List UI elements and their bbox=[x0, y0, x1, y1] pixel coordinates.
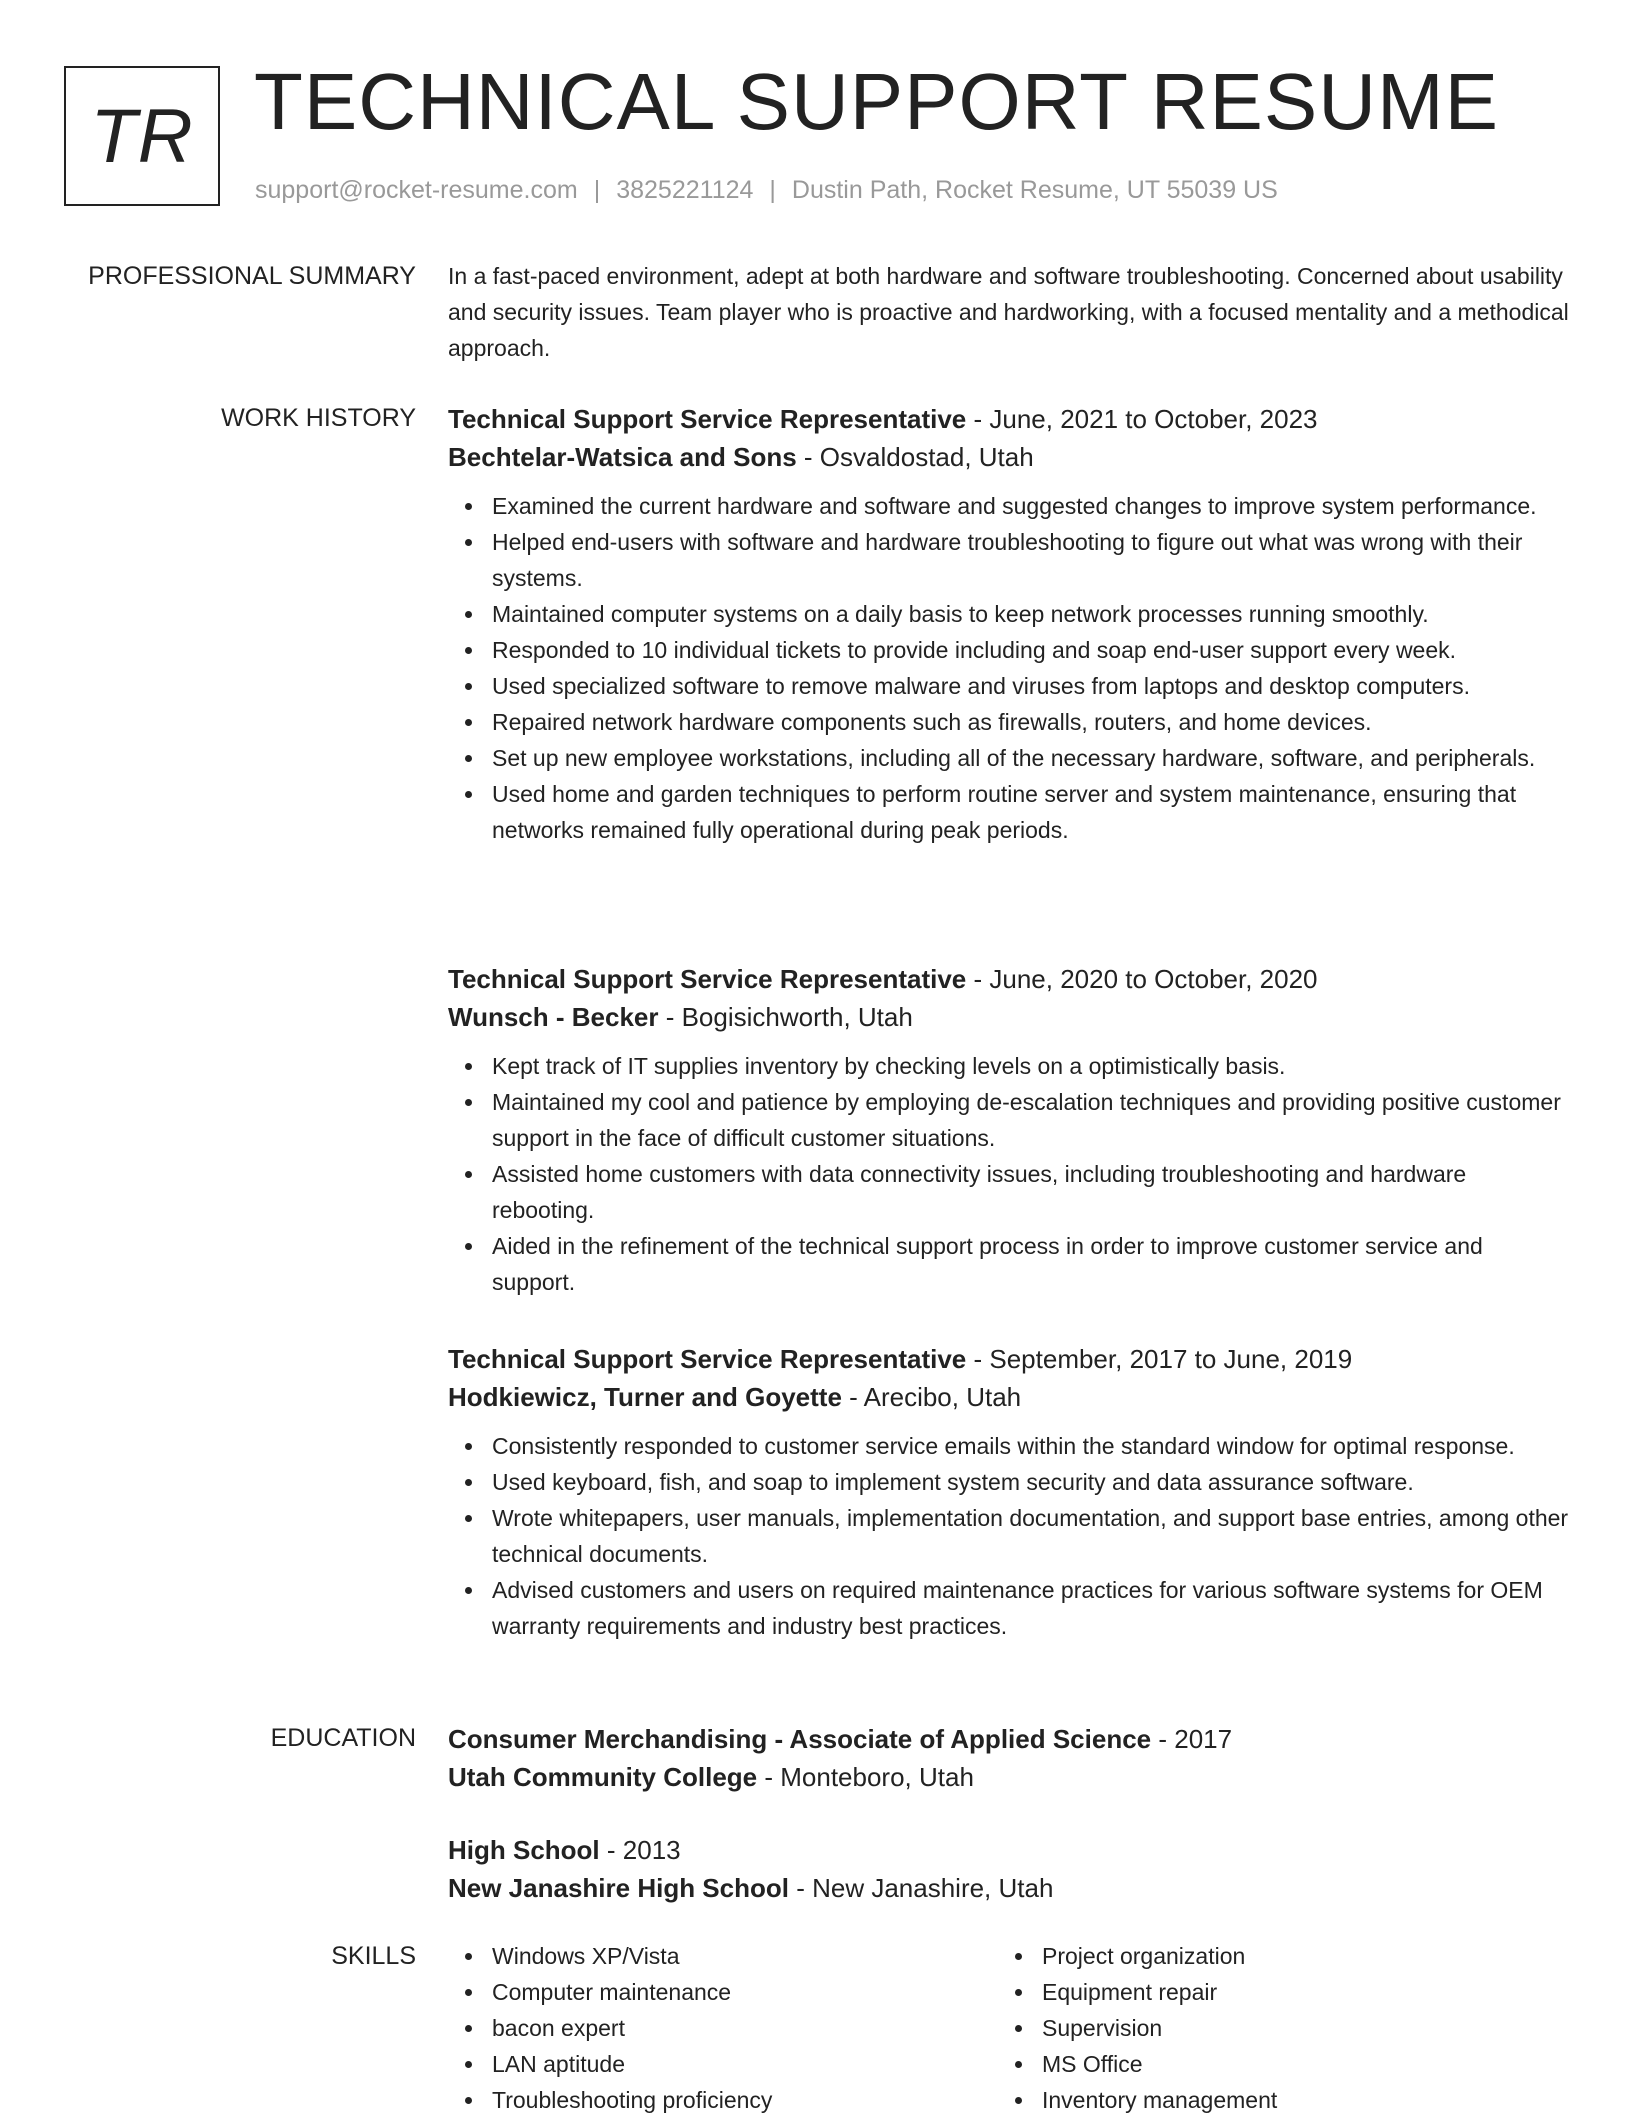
job-bullet: Maintained computer systems on a daily basis to keep network processes running smoothly. bbox=[448, 596, 1570, 632]
education-year: - 2013 bbox=[599, 1835, 681, 1865]
job-company: Hodkiewicz, Turner and Goyette bbox=[448, 1382, 842, 1412]
job-bullet: Wrote whitepapers, user manuals, implementation documentation, and support base entries, among other technical documents. bbox=[448, 1500, 1570, 1572]
contact-address: Dustin Path, Rocket Resume, UT 55039 US bbox=[791, 176, 1278, 204]
education-school-line bbox=[448, 1758, 1570, 1796]
job-location: - Bogisichworth, Utah bbox=[658, 1002, 913, 1032]
education-degree: High School bbox=[448, 1835, 600, 1865]
skill-item: Inventory management bbox=[998, 2082, 1538, 2118]
job-bullet: Used home and garden techniques to perform routine server and system maintenance, ensuring that networks remained fully operational during peak periods. bbox=[448, 776, 1570, 848]
education-year: - 2017 bbox=[1151, 1724, 1233, 1754]
job-bullet: Kept track of IT supplies inventory by checking levels on a optimistically basis. bbox=[448, 1048, 1570, 1084]
job-entry bbox=[448, 960, 1570, 1300]
job-title: Technical Support Service Representative bbox=[448, 964, 967, 994]
skill-item: Troubleshooting proficiency bbox=[448, 2082, 988, 2118]
job-location: - Arecibo, Utah bbox=[841, 1382, 1022, 1412]
skill-item: Windows XP/Vista bbox=[448, 1938, 988, 1974]
job-dates: - September, 2017 to June, 2019 bbox=[966, 1344, 1353, 1374]
summary-section bbox=[448, 258, 1570, 366]
job-bullets bbox=[448, 1428, 1570, 1644]
job-bullet: Aided in the refinement of the technical support process in order to improve customer service and support. bbox=[448, 1228, 1570, 1300]
job-location: - Osvaldostad, Utah bbox=[796, 442, 1034, 472]
education-entry bbox=[448, 1831, 1570, 1907]
education-school: New Janashire High School bbox=[448, 1873, 789, 1903]
contact-line bbox=[255, 172, 1278, 208]
education-school: Utah Community College bbox=[448, 1762, 758, 1792]
resume-title: TECHNICAL SUPPORT RESUME bbox=[254, 57, 1499, 146]
education-location: - New Janashire, Utah bbox=[788, 1873, 1054, 1903]
contact-separator: | bbox=[769, 176, 776, 204]
education-school-line bbox=[448, 1869, 1570, 1907]
job-company: Wunsch - Becker bbox=[448, 1002, 659, 1032]
section-label-skills: SKILLS bbox=[331, 1942, 416, 1970]
job-dates: - June, 2021 to October, 2023 bbox=[966, 404, 1318, 434]
skills-column-right bbox=[998, 1938, 1538, 2118]
job-title: Technical Support Service Representative bbox=[448, 404, 967, 434]
skill-item: Computer maintenance bbox=[448, 1974, 988, 2010]
contact-email[interactable]: support@rocket-resume.com bbox=[255, 176, 578, 204]
summary-text: In a fast-paced environment, adept at both hardware and software troubleshooting. Concerned about usability and security issues. Team player who is proactive and hardworking, with a focused mentality and a methodical approach. bbox=[448, 263, 1569, 361]
skill-item: LAN aptitude bbox=[448, 2046, 988, 2082]
job-title-line bbox=[448, 400, 1570, 438]
job-bullets bbox=[448, 488, 1570, 848]
job-bullets bbox=[448, 1048, 1570, 1300]
education-location: - Monteboro, Utah bbox=[757, 1762, 974, 1792]
job-bullet: Used specialized software to remove malware and viruses from laptops and desktop computers. bbox=[448, 668, 1570, 704]
job-title-line bbox=[448, 1340, 1570, 1378]
skills-list-right bbox=[998, 1938, 1538, 2118]
education-entry bbox=[448, 1720, 1570, 1796]
skills-list-left bbox=[448, 1938, 988, 2118]
job-title-line bbox=[448, 960, 1570, 998]
job-bullet: Assisted home customers with data connectivity issues, including troubleshooting and hardware rebooting. bbox=[448, 1156, 1570, 1228]
job-bullet: Used keyboard, fish, and soap to implement system security and data assurance software. bbox=[448, 1464, 1570, 1500]
job-entry bbox=[448, 400, 1570, 848]
job-bullet: Maintained my cool and patience by employing de-escalation techniques and providing positive customer support in the face of difficult customer situations. bbox=[448, 1084, 1570, 1156]
section-label-work-history: WORK HISTORY bbox=[221, 404, 416, 432]
job-bullet: Responded to 10 individual tickets to provide including and soap end-user support every week. bbox=[448, 632, 1570, 668]
contact-phone[interactable]: 3825221124 bbox=[616, 176, 754, 204]
job-bullet: Consistently responded to customer service emails within the standard window for optimal response. bbox=[448, 1428, 1570, 1464]
job-entry bbox=[448, 1340, 1570, 1644]
skills-column-left bbox=[448, 1938, 988, 2118]
job-bullet: Examined the current hardware and software and suggested changes to improve system performance. bbox=[448, 488, 1570, 524]
job-bullet: Helped end-users with software and hardware troubleshooting to figure out what was wrong with their systems. bbox=[448, 524, 1570, 596]
education-degree-line bbox=[448, 1831, 1570, 1869]
job-company-line bbox=[448, 438, 1570, 476]
skill-item: bacon expert bbox=[448, 2010, 988, 2046]
education-degree-line bbox=[448, 1720, 1570, 1758]
job-title: Technical Support Service Representative bbox=[448, 1344, 967, 1374]
contact-separator: | bbox=[593, 176, 601, 204]
skill-item: Supervision bbox=[998, 2010, 1538, 2046]
job-bullet: Repaired network hardware components such as firewalls, routers, and home devices. bbox=[448, 704, 1570, 740]
job-company-line bbox=[448, 1378, 1570, 1416]
section-label-summary: PROFESSIONAL SUMMARY bbox=[88, 262, 416, 290]
skill-item: MS Office bbox=[998, 2046, 1538, 2082]
skill-item: Project organization bbox=[998, 1938, 1538, 1974]
education-degree: Consumer Merchandising - Associate of Applied Science bbox=[448, 1724, 1152, 1754]
job-bullet: Advised customers and users on required maintenance practices for various software systems for OEM warranty requirements and industry best practices. bbox=[448, 1572, 1570, 1644]
job-bullet: Set up new employee workstations, including all of the necessary hardware, software, and peripherals. bbox=[448, 740, 1570, 776]
skills-section bbox=[448, 1938, 1570, 2112]
job-company: Bechtelar-Watsica and Sons bbox=[448, 442, 797, 472]
job-company-line bbox=[448, 998, 1570, 1036]
monogram-initials: TR bbox=[90, 93, 194, 179]
monogram-box bbox=[64, 66, 220, 206]
skill-item: Equipment repair bbox=[998, 1974, 1538, 2010]
job-dates: - June, 2020 to October, 2020 bbox=[966, 964, 1318, 994]
section-label-education: EDUCATION bbox=[270, 1724, 416, 1752]
